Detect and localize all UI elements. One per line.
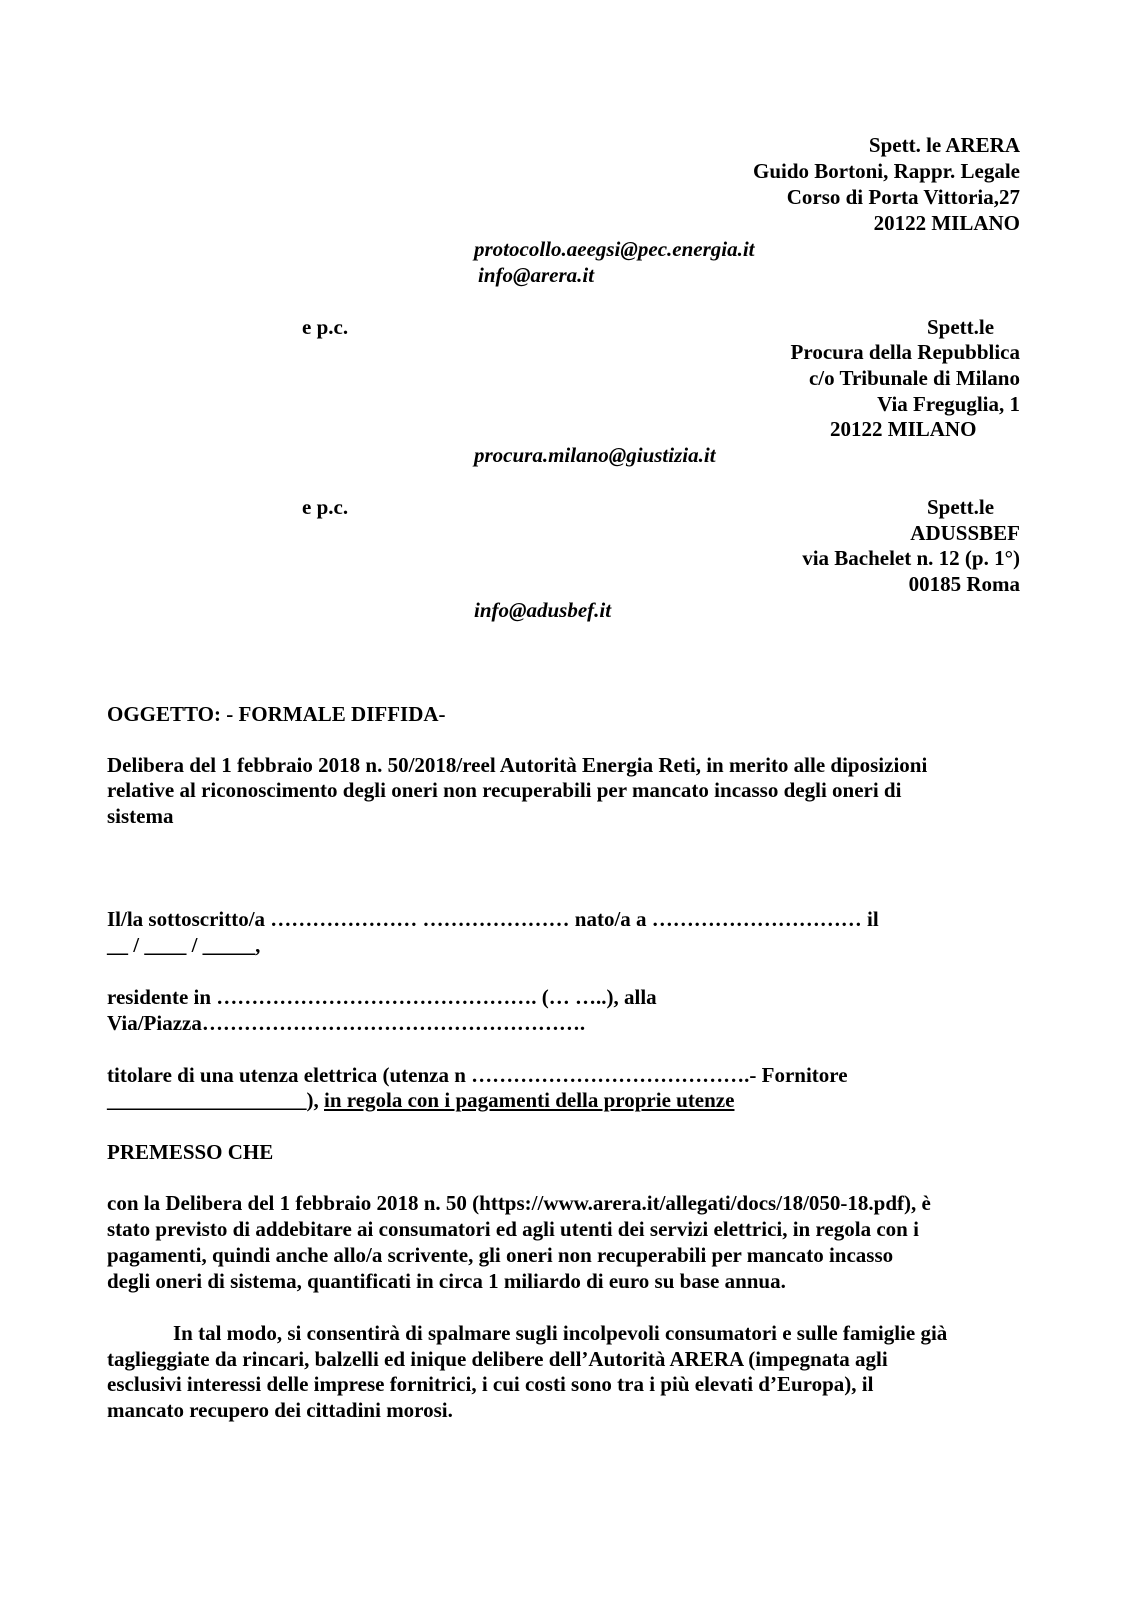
supplier-sep: ), <box>306 1088 324 1112</box>
premesso-para1-line-3: pagamenti, quindi anche allo/a scrivente, gli oneri non recuperabili per mancato incasso <box>107 1243 894 1267</box>
form-line-6 <box>107 1087 734 1113</box>
recipient-adussbef-line-4: 00185 Roma <box>908 572 1020 596</box>
supplier-blank: ___________________ <box>107 1088 307 1112</box>
recipient-procura-line-1: Spett.le <box>927 315 995 339</box>
form-line-3: residente in ………………………………………. (… …..), alla <box>107 985 657 1009</box>
form-line-5: titolare di una utenza elettrica (utenza n ………………………………….- Fornitore <box>107 1063 848 1087</box>
recipient-procura-line-5: 20122 MILANO <box>830 417 977 441</box>
premesso-para2-line-1: In tal modo, si consentirà di spalmare sugli incolpevoli consumatori e sulle famiglie già <box>173 1321 948 1345</box>
payment-status-underlined: in regola con i pagamenti della proprie utenze <box>324 1088 735 1112</box>
cc-label-1: e p.c. <box>302 315 349 339</box>
recipient-adussbef-line-2: ADUSSBEF <box>910 521 1020 545</box>
subject-line-1: Delibera del 1 febbraio 2018 n. 50/2018/reel Autorità Energia Reti, in merito alle diposizioni <box>107 753 928 777</box>
form-line-2: __ / ____ / _____, <box>107 933 261 957</box>
recipient-arera-line-1: Spett. le ARERA <box>868 133 1020 157</box>
recipient-adussbef-line-3: via Bachelet n. 12 (p. 1°) <box>802 546 1020 570</box>
recipient-arera-line-3: Corso di Porta Vittoria,27 <box>786 185 1020 209</box>
recipient-arera-email-2: info@arera.it <box>478 263 595 287</box>
form-line-4: Via/Piazza………………………………………………. <box>107 1011 586 1035</box>
recipient-procura-line-3: c/o Tribunale di Milano <box>808 366 1020 390</box>
recipient-adussbef-email: info@adusbef.it <box>474 598 612 622</box>
premesso-para1-line-4: degli oneri di sistema, quantificati in circa 1 miliardo di euro su base annua. <box>107 1269 786 1293</box>
subject-title: OGGETTO: - FORMALE DIFFIDA- <box>107 702 446 726</box>
recipient-arera-email-1: protocollo.aeegsi@pec.energia.it <box>474 237 755 261</box>
premesso-para1-line-2: stato previsto di addebitare ai consumatori ed agli utenti dei servizi elettrici, in regola con i <box>107 1217 919 1241</box>
form-line-1: Il/la sottoscritto/a ………………… ………………… nato/a a ………………………… il <box>107 907 879 931</box>
recipient-procura-email: procura.milano@giustizia.it <box>474 443 716 467</box>
premesso-para1-line-1: con la Delibera del 1 febbraio 2018 n. 50 (https://www.arera.it/allegati/docs/18/050-18.pdf), è <box>107 1191 931 1215</box>
subject-line-3: sistema <box>107 804 174 828</box>
subject-line-2: relative al riconoscimento degli oneri non recuperabili per mancato incasso degli oneri di <box>107 778 902 802</box>
premesso-para2-line-2: taglieggiate da rincari, balzelli ed inique delibere dell’Autorità ARERA (impegnata agli <box>107 1347 888 1371</box>
premesso-title: PREMESSO CHE <box>107 1140 274 1164</box>
cc-label-2: e p.c. <box>302 495 349 519</box>
recipient-procura-line-4: Via Freguglia, 1 <box>877 392 1020 416</box>
recipient-adussbef-line-1: Spett.le <box>927 495 995 519</box>
recipient-arera-line-2: Guido Bortoni, Rappr. Legale <box>752 159 1020 183</box>
recipient-arera-line-4: 20122 MILANO <box>873 211 1020 235</box>
premesso-para2-line-4: mancato recupero dei cittadini morosi. <box>107 1398 453 1422</box>
premesso-para2-line-3: esclusivi interessi delle imprese fornitrici, i cui costi sono tra i più elevati d’Europa), il <box>107 1372 874 1396</box>
recipient-procura-line-2: Procura della Repubblica <box>790 340 1020 364</box>
